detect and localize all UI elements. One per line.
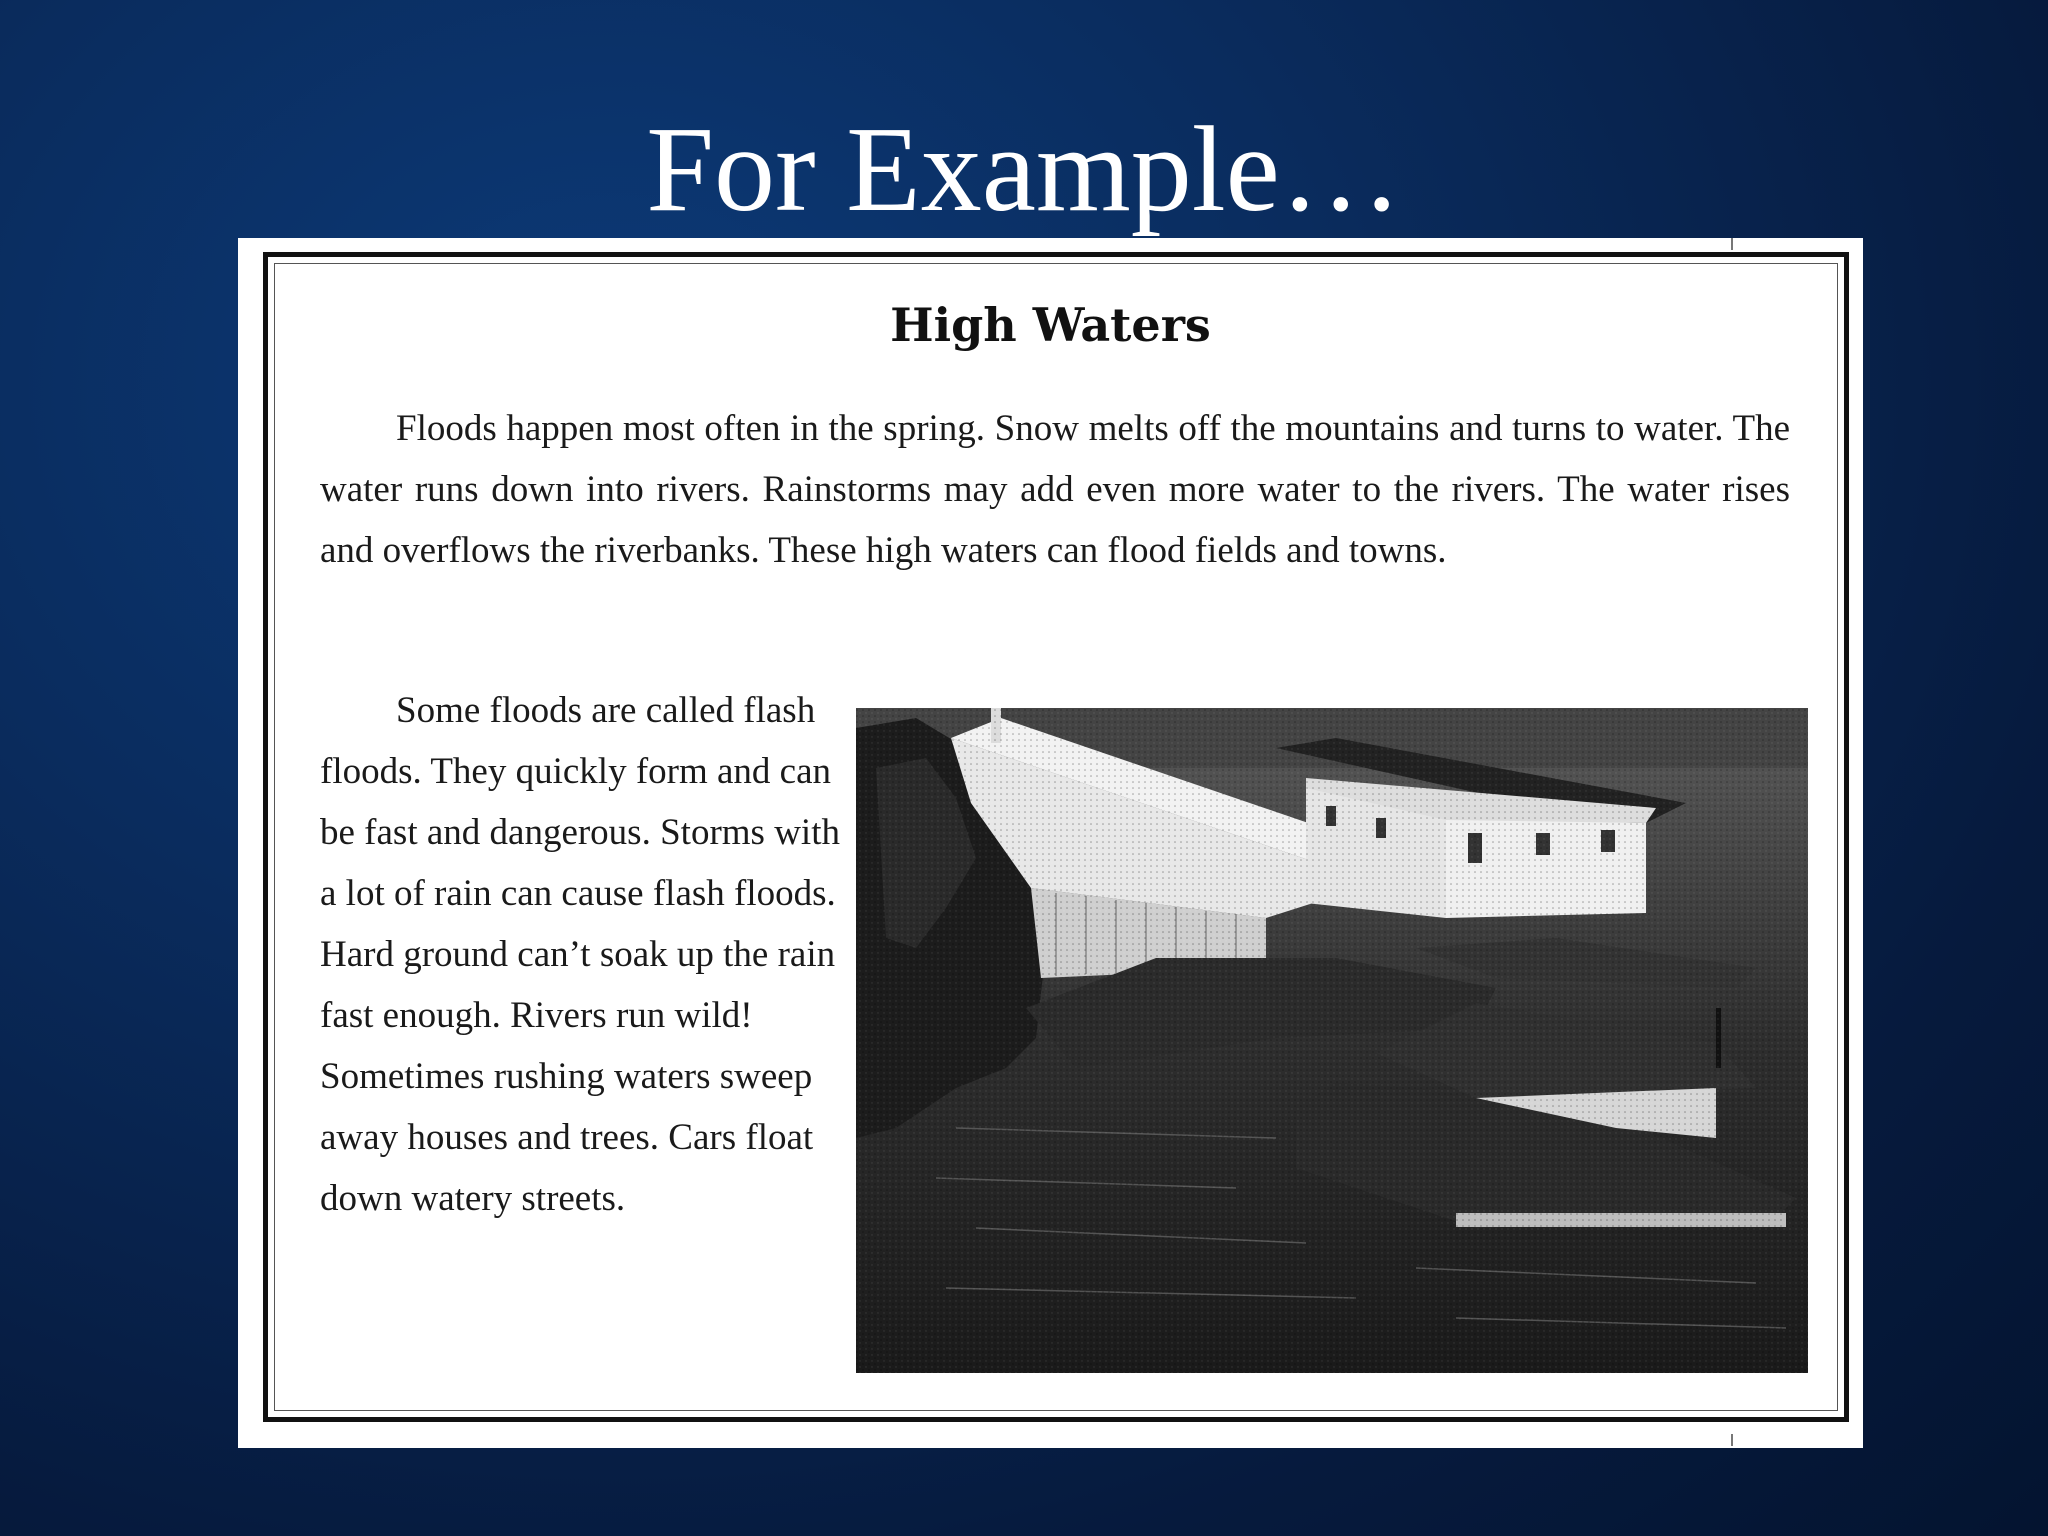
flood-photo	[856, 708, 1808, 1373]
slide-title: For Example…	[646, 102, 1402, 237]
document-heading: High Waters	[890, 298, 1211, 352]
scan-mark	[1731, 1434, 1733, 1446]
paragraph-flash-floods: Some floods are called flash floods. They quickly form and can be fast and dangerous. Storms with a lot of rain can cause flash floods. Hard ground can’t soak up the rain fast enough. Rivers run wild! Sometimes rushing waters sweep away houses and trees. Cars float down watery streets.	[320, 690, 840, 1219]
flooded-houses-image	[856, 708, 1808, 1373]
scanned-document	[238, 238, 1863, 1448]
scan-mark	[1731, 238, 1733, 250]
paragraph-floods-spring: Floods happen most often in the spring. Snow melts off the mountains and turns to water. The water runs down into rivers. Rainstorms may add even more water to the rivers. The water rises and overflows the riverbanks. These high waters can flood fields and towns.	[320, 408, 1790, 571]
